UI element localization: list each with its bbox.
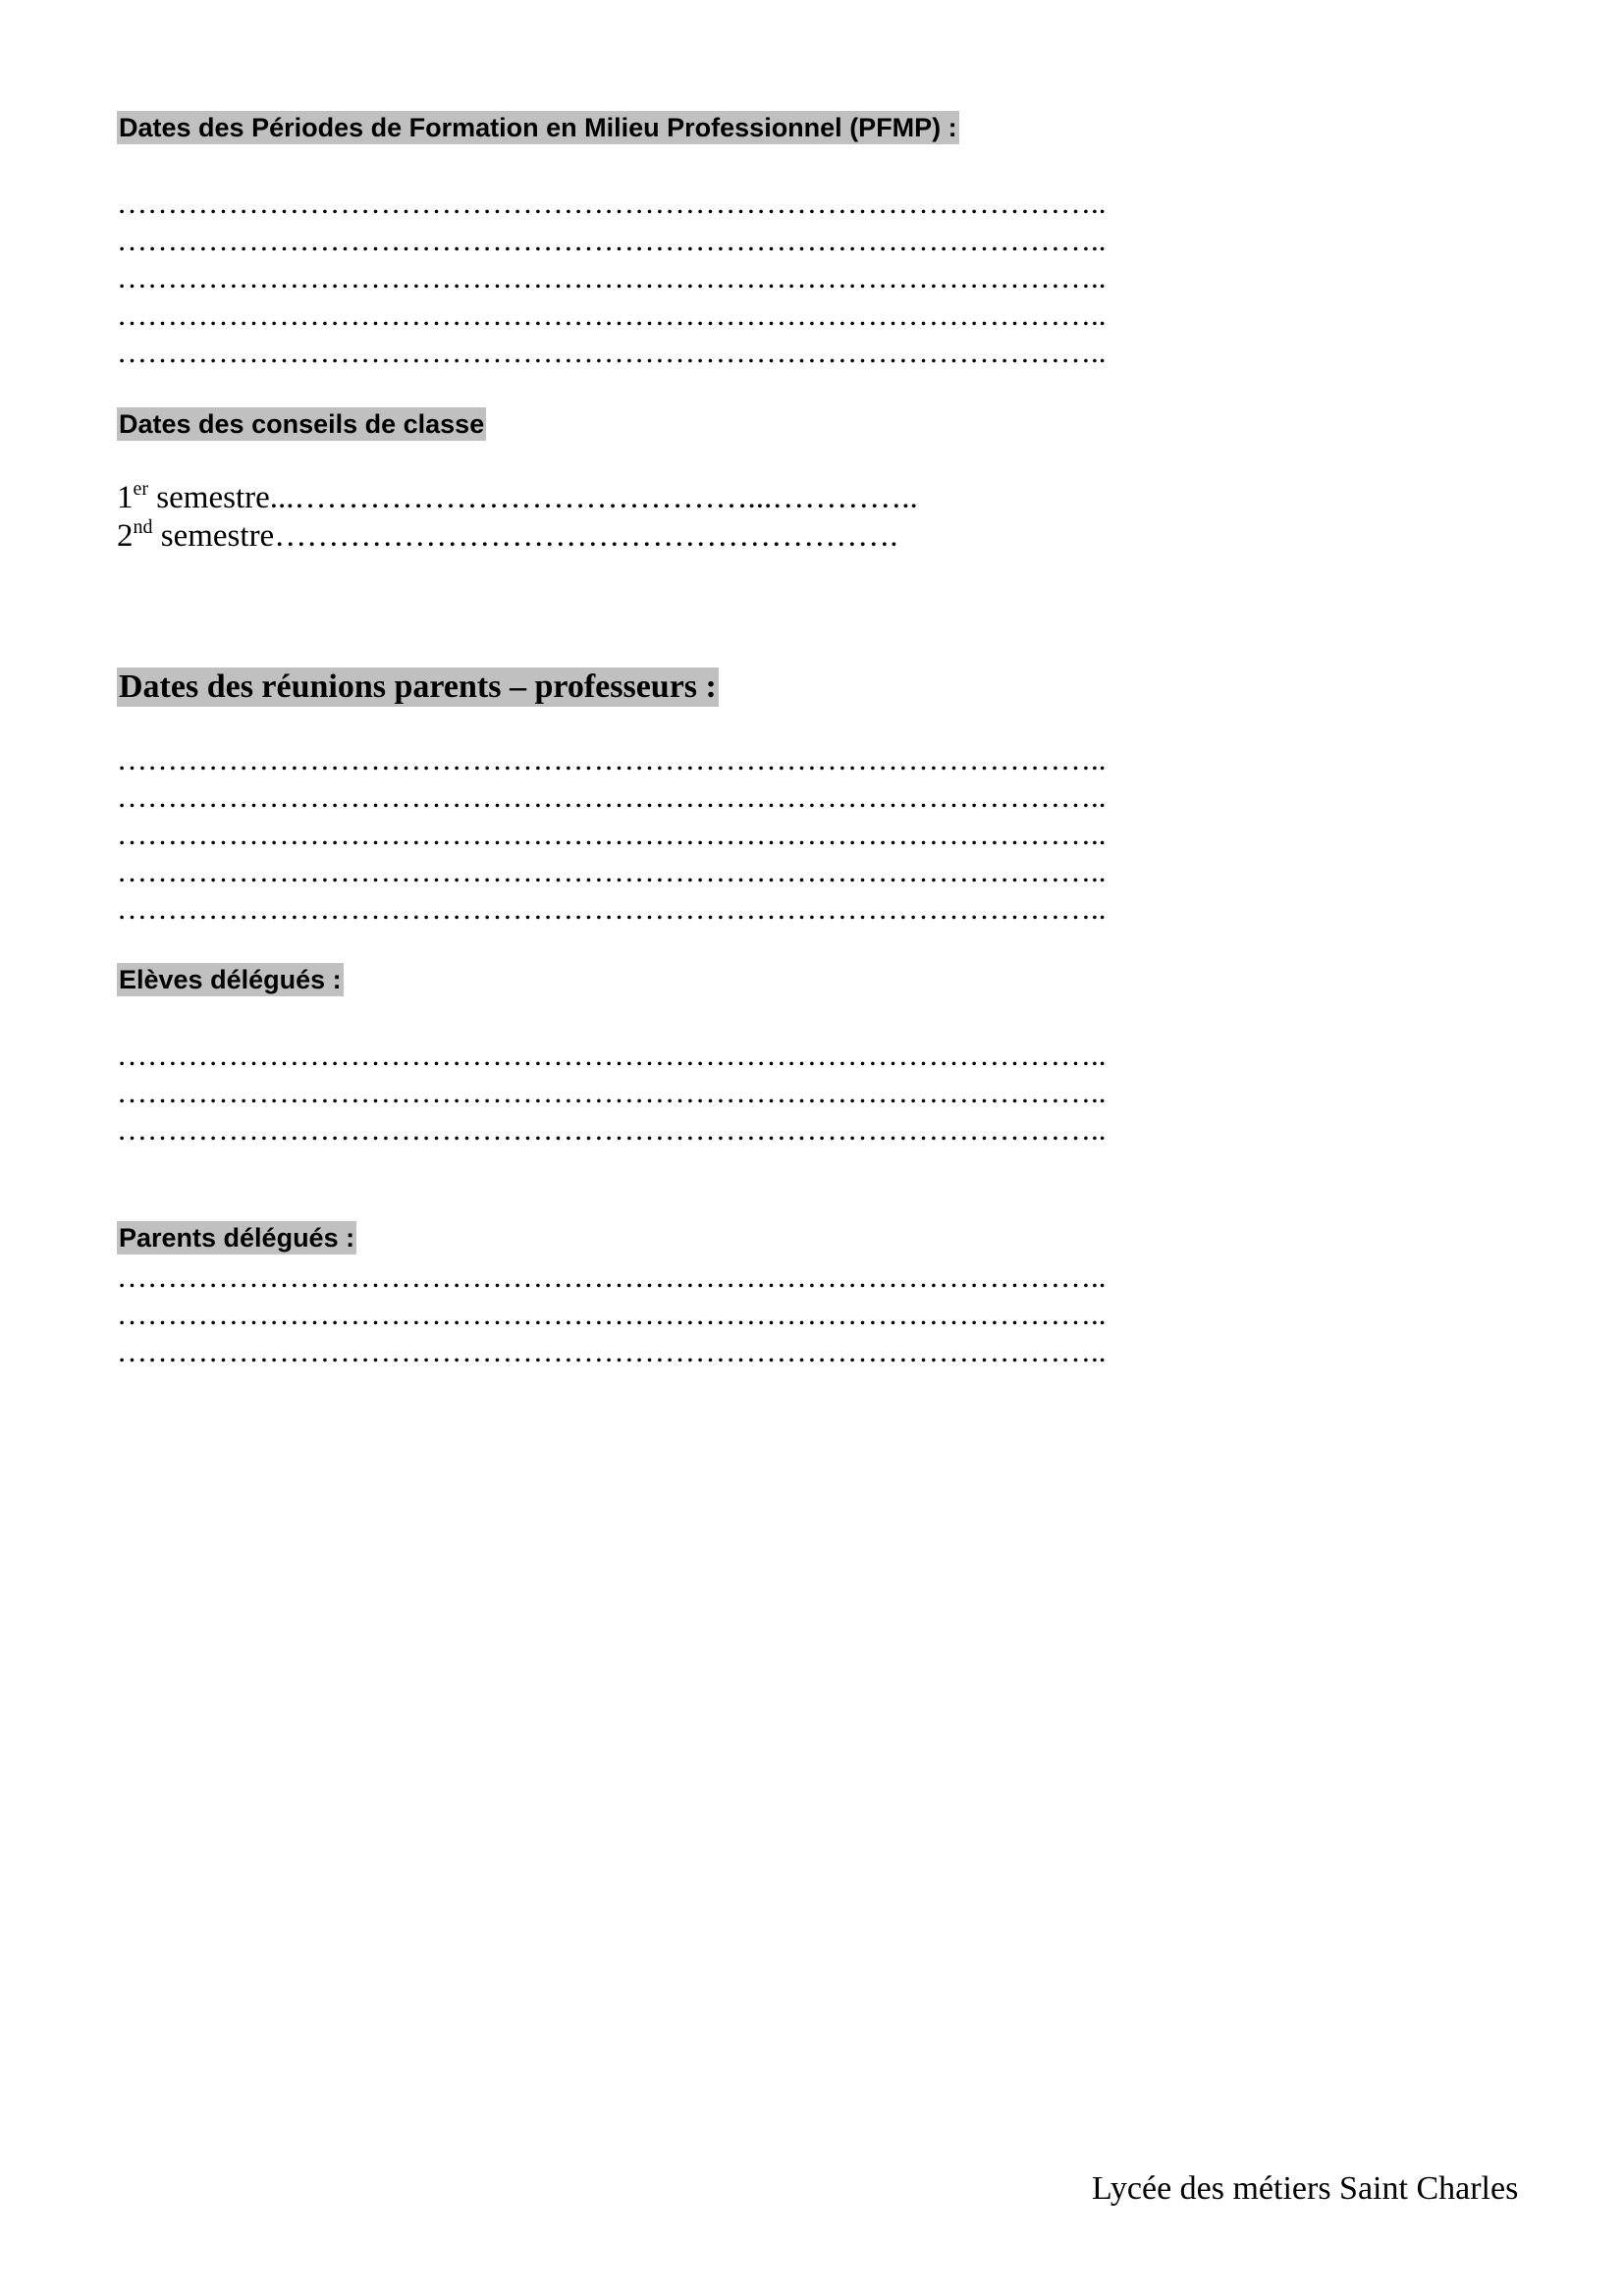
parents-lines <box>117 1258 1128 1370</box>
eleves-heading: Elèves délégués : <box>119 965 342 994</box>
semester-1-number: 1 <box>117 480 134 515</box>
semester-2-text: semestre…………………………………………………. <box>152 518 898 554</box>
footer-school-name: Lycée des métiers Saint Charles <box>1092 2170 1519 2207</box>
semester-1-line <box>117 479 918 517</box>
eleves-line: …………………………………………………………………………………….. <box>117 1038 1107 1072</box>
eleves-line: …………………………………………………………………………………….. <box>117 1112 1107 1147</box>
semester-2-suffix: nd <box>133 516 153 538</box>
parents-line: …………………………………………………………………………………….. <box>117 1297 1107 1331</box>
reunions-lines <box>117 741 1128 928</box>
pfmp-line: …………………………………………………………………………………….. <box>117 223 1107 257</box>
reunions-line: …………………………………………………………………………………….. <box>117 779 1107 814</box>
eleves-lines <box>117 1037 1128 1148</box>
reunions-line: …………………………………………………………………………………….. <box>117 891 1107 926</box>
conseils-heading: Dates des conseils de classe <box>119 409 485 439</box>
pfmp-heading: Dates des Périodes de Formation en Milieu Professionnel (PFMP) : <box>119 113 957 142</box>
eleves-line: …………………………………………………………………………………….. <box>117 1075 1107 1109</box>
semester-2-line <box>117 517 897 556</box>
reunions-heading: Dates des réunions parents – professeurs : <box>119 668 717 705</box>
semester-1-text: semestre...……………………………………...………….. <box>148 480 918 515</box>
semester-1-suffix: er <box>133 478 149 500</box>
parents-heading: Parents délégués : <box>119 1223 355 1253</box>
reunions-line: …………………………………………………………………………………….. <box>117 854 1107 888</box>
reunions-line: …………………………………………………………………………………….. <box>117 742 1107 776</box>
pfmp-line: …………………………………………………………………………………….. <box>117 260 1107 294</box>
semester-2-number: 2 <box>117 518 134 554</box>
pfmp-line: …………………………………………………………………………………….. <box>117 297 1107 332</box>
parents-line: …………………………………………………………………………………….. <box>117 1259 1107 1294</box>
parents-line: …………………………………………………………………………………….. <box>117 1334 1107 1368</box>
pfmp-lines <box>117 185 1128 371</box>
pfmp-line: …………………………………………………………………………………….. <box>117 335 1107 369</box>
reunions-line: …………………………………………………………………………………….. <box>117 817 1107 851</box>
pfmp-line: …………………………………………………………………………………….. <box>117 186 1107 220</box>
